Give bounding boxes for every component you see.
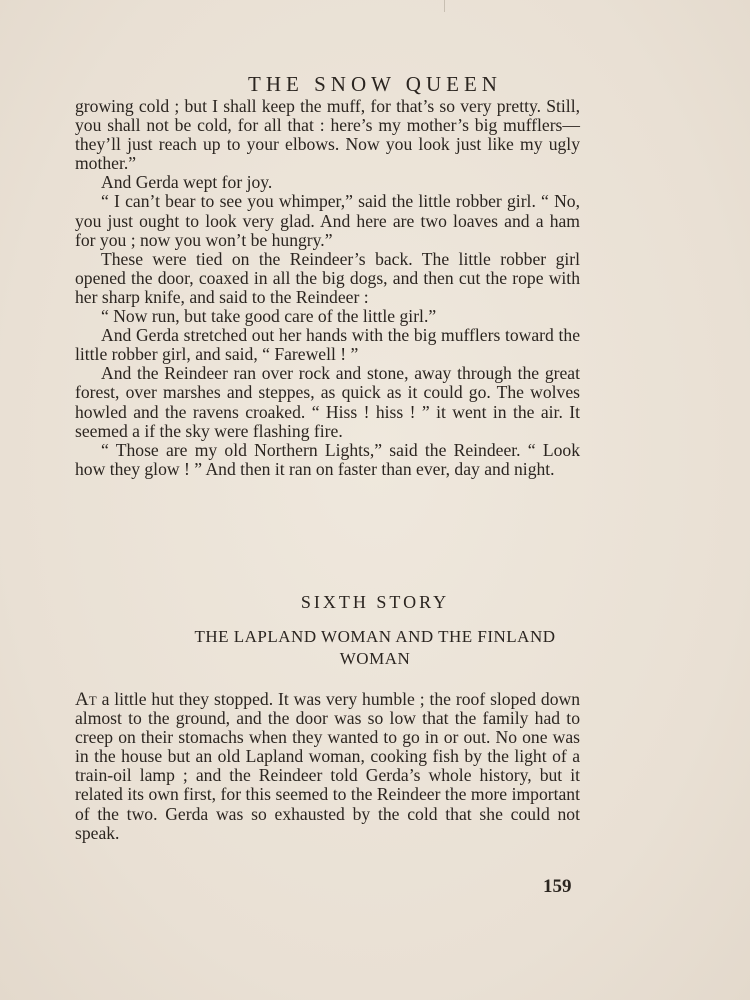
chapter-title-line: THE LAPLAND WOMAN AND THE FINLAND — [194, 627, 556, 646]
paragraph: “ Those are my old Northern Lights,” said the Reindeer. “ Look how they glow ! ” And then it ran on faster than ever, day and night. — [75, 439, 580, 479]
chapter-title — [100, 626, 650, 670]
paragraph: “ Now run, but take good care of the little girl.” — [101, 306, 437, 327]
paragraph: “ I can’t bear to see you whimper,” said the little robber girl. “ No, you just ought to look very glad. And here are two loaves and a ham for you ; now you won’t be hungry.” — [75, 191, 580, 250]
paragraph: And Gerda wept for joy. — [101, 172, 273, 193]
paragraph: growing cold ; but I shall keep the muff, for that’s so very pretty. Still, you shall not be cold, for all that : here’s my mother’s big mufflers—they’ll just reach up to your elbows. Now you look just like my ugly mother.” — [75, 96, 580, 174]
paragraph: And Gerda stretched out her hands with the big mufflers toward the little robber girl, and said, “ Farewell ! ” — [75, 325, 580, 365]
gutter-mark — [444, 0, 445, 12]
running-head: THE SNOW QUEEN — [248, 72, 502, 96]
paragraph: And the Reindeer ran over rock and stone, away through the great forest, over marshes and steppes, as quick as it could go. The wolves howled and the ravens croaked. “ Hiss ! hiss ! ” it went in the air. It seemed a if the sky were flashing fire. — [75, 363, 580, 441]
paragraph — [75, 690, 580, 843]
chapter-title-line: WOMAN — [339, 649, 411, 668]
upper-text-block — [75, 97, 580, 479]
page-number: 159 — [543, 876, 572, 897]
paragraph-body: a little hut they stopped. It was very humble ; the roof sloped down almost to the ground, and the door was so low that the family had to creep on their stomachs when they wanted to go in or out. No one was in the house but an old Lapland woman, cooking fish by the light of a train-oil lamp ; and the Reindeer told Gerda’s whole history, but it related its own first, for this seemed to the Reindeer the more important of the two. Gerda was so exhausted by the cold that she could not speak. — [75, 689, 580, 843]
lower-text-block — [75, 690, 580, 843]
story-heading: SIXTH STORY — [300, 592, 450, 612]
paragraph: These were tied on the Reindeer’s back. The little robber girl opened the door, coaxed in all the big dogs, and then cut the rope with her sharp knife, and said to the Reindeer : — [75, 248, 580, 307]
lead-in-word: At — [75, 689, 97, 710]
